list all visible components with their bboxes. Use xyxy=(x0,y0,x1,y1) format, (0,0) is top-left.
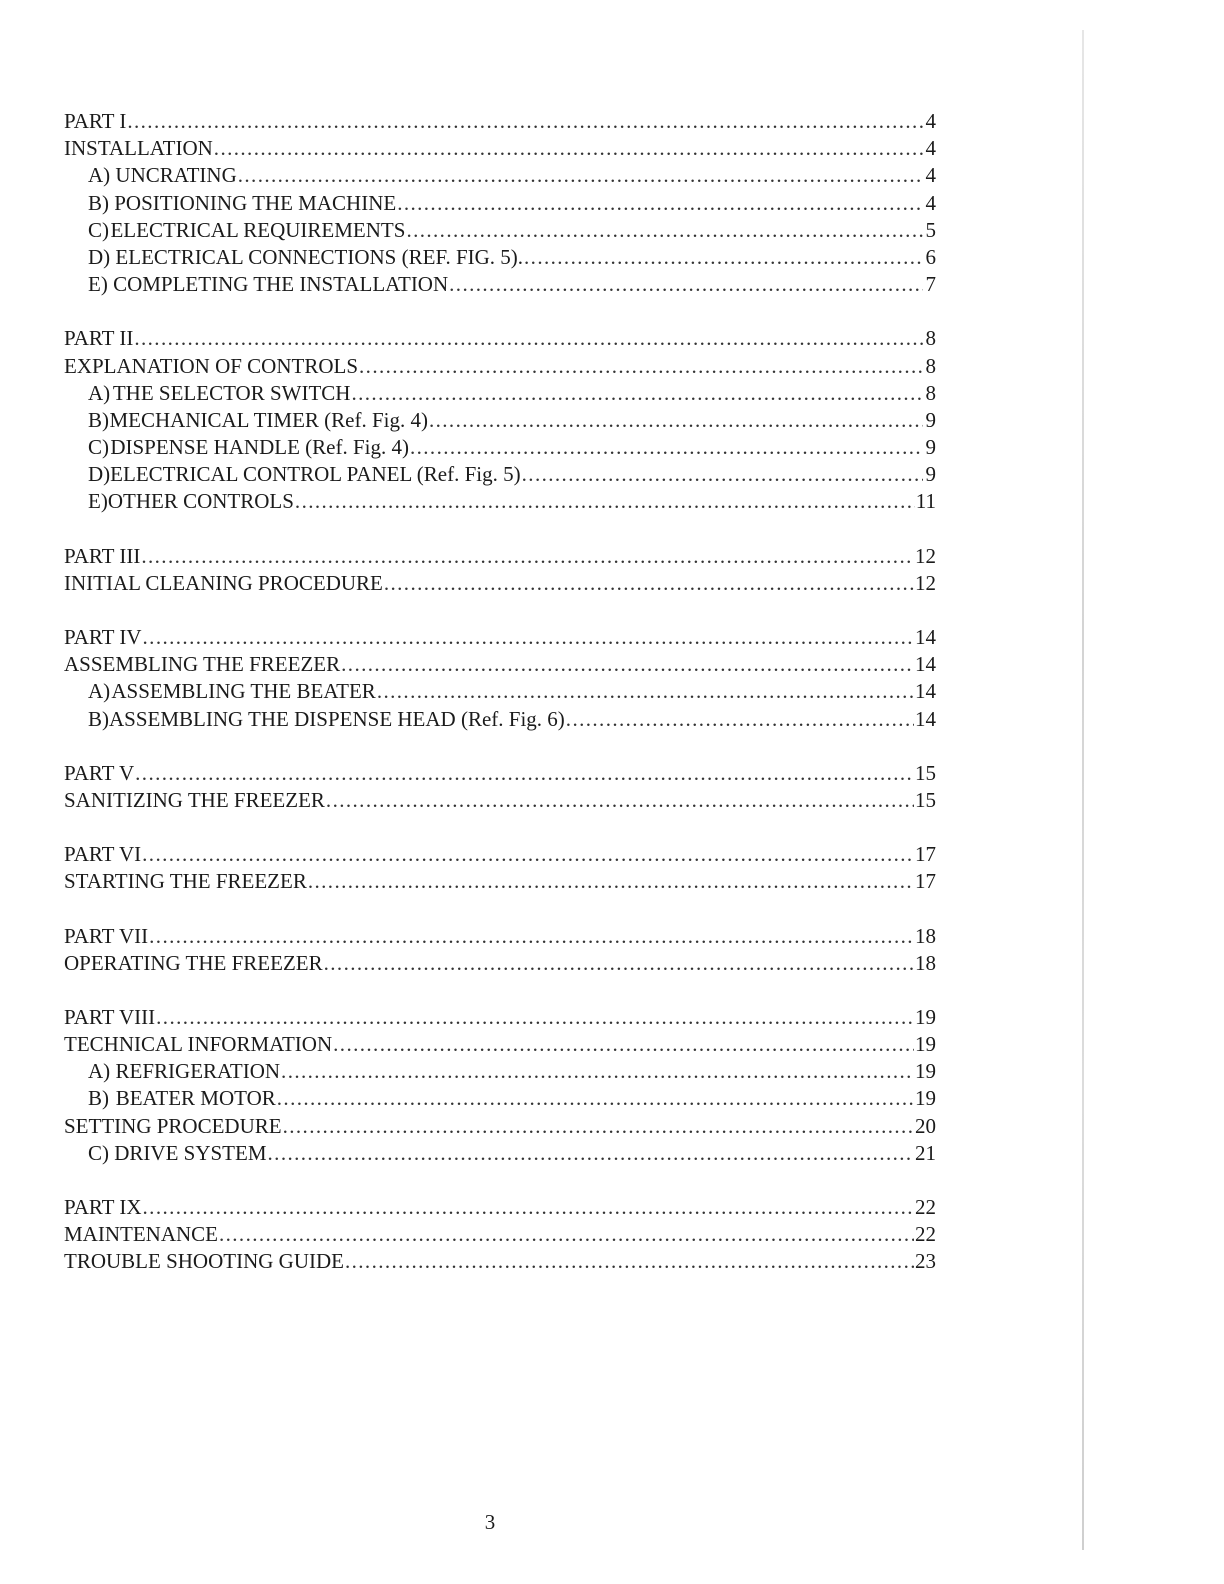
toc-entry-title: PART II xyxy=(64,326,134,351)
toc-entry xyxy=(64,950,936,977)
toc-section xyxy=(64,1194,936,1276)
toc-entry xyxy=(64,543,936,570)
toc-entry xyxy=(64,135,936,162)
dot-leader xyxy=(283,1113,914,1140)
toc-entry-title: PART VIII xyxy=(64,1004,156,1029)
toc-entry-marker: C) xyxy=(88,217,109,242)
toc-entry xyxy=(64,407,936,434)
toc-entry-marker: B) xyxy=(88,706,109,731)
dot-leader xyxy=(277,1085,914,1112)
dot-leader xyxy=(142,841,914,868)
toc-entry-page: 19 xyxy=(915,1004,936,1029)
toc-entry-title: REFRIGERATION xyxy=(115,1059,281,1084)
toc-entry xyxy=(64,570,936,597)
toc-section xyxy=(64,543,936,597)
toc-entry xyxy=(64,706,936,733)
toc-entry xyxy=(64,1058,936,1085)
toc-entry-page: 4 xyxy=(925,136,936,161)
toc-entry xyxy=(64,1248,936,1275)
dot-leader xyxy=(295,488,915,515)
toc-entry-title: OPERATING THE FREEZER xyxy=(64,950,323,975)
page-number: 3 xyxy=(484,1510,496,1534)
toc-entry-page: 12 xyxy=(915,570,936,595)
toc-entry xyxy=(64,760,936,787)
toc-entry-page: 4 xyxy=(925,163,936,188)
dot-leader xyxy=(522,461,923,488)
toc-entry-title: PART I xyxy=(64,109,127,133)
toc-section xyxy=(64,923,936,977)
toc-entry-page: 19 xyxy=(915,1032,936,1057)
toc-entry-title: C) DRIVE SYSTEM xyxy=(88,1140,267,1165)
toc-entry xyxy=(64,841,936,868)
dot-leader xyxy=(324,950,914,977)
toc-section-entries xyxy=(64,841,936,895)
dot-leader xyxy=(326,787,914,814)
toc-entry xyxy=(64,651,936,678)
dot-leader xyxy=(134,325,923,352)
toc-entry-page: 22 xyxy=(915,1195,936,1219)
dot-leader xyxy=(377,678,914,705)
toc-entry-title: STARTING THE FREEZER xyxy=(64,869,307,894)
toc-entry-page: 19 xyxy=(915,1086,936,1111)
toc-entry-title: PART VII xyxy=(64,923,149,948)
dot-leader xyxy=(524,244,923,271)
toc-entry xyxy=(64,923,936,950)
dot-leader xyxy=(566,706,914,733)
dot-leader xyxy=(281,1058,914,1085)
toc-entry-title: DISPENSE HANDLE (Ref. Fig. 4) xyxy=(110,435,409,460)
toc-entry xyxy=(64,1004,936,1031)
toc-section xyxy=(64,1004,936,1167)
toc-entry-page: 21 xyxy=(915,1140,936,1165)
toc-entry-page: 19 xyxy=(915,1059,936,1084)
toc-entry xyxy=(64,217,936,244)
toc-entry-title: SETTING PROCEDURE xyxy=(64,1113,282,1138)
toc-entry-title: PART IV xyxy=(64,625,142,649)
toc-entry-page: 18 xyxy=(915,950,936,975)
toc-entry xyxy=(64,1031,936,1058)
dot-leader xyxy=(149,923,914,950)
toc-entry-title: ASSEMBLING THE DISPENSE HEAD (Ref. Fig. 6) xyxy=(109,706,565,731)
toc-entry-title: INSTALLATION xyxy=(64,136,213,161)
toc-entry-page: 7 xyxy=(925,272,936,297)
dot-leader xyxy=(333,1031,914,1058)
toc-section-entries xyxy=(64,760,936,814)
toc-entry-title: PART III xyxy=(64,543,141,568)
toc-entry-marker: E) xyxy=(88,489,108,514)
dot-leader xyxy=(351,380,923,407)
dot-leader xyxy=(219,1221,914,1248)
toc-entry xyxy=(64,244,936,271)
toc-entry-title: PART IX xyxy=(64,1195,142,1219)
toc-entry-marker: B) xyxy=(88,1086,109,1111)
toc-entry-title: TROUBLE SHOOTING GUIDE xyxy=(64,1249,344,1274)
dot-leader xyxy=(384,570,914,597)
toc-entry-page: 18 xyxy=(915,923,936,948)
toc-entry-title: PART V xyxy=(64,760,135,785)
toc-entry-page: 4 xyxy=(925,190,936,215)
toc-entry-page: 4 xyxy=(925,109,936,133)
dot-leader xyxy=(429,407,923,434)
toc-entry-marker: B) xyxy=(88,407,109,432)
toc-entry xyxy=(64,1221,936,1248)
toc-entry-page: 9 xyxy=(925,462,936,487)
toc-entry xyxy=(64,325,936,352)
dot-leader xyxy=(238,162,923,189)
table-of-contents xyxy=(64,108,936,1303)
toc-entry-page: 8 xyxy=(925,353,936,378)
toc-entry-marker: A) xyxy=(88,679,111,704)
toc-entry-title: PART VI xyxy=(64,842,142,867)
toc-entry-page: 14 xyxy=(915,625,936,649)
dot-leader xyxy=(135,760,914,787)
toc-entry-page: 9 xyxy=(925,435,936,460)
toc-entry-page: 14 xyxy=(915,706,936,731)
toc-entry-title: ASSEMBLING THE FREEZER xyxy=(64,652,341,677)
toc-entry-page: 14 xyxy=(915,679,936,704)
toc-entry xyxy=(64,353,936,380)
dot-leader xyxy=(141,543,914,570)
toc-entry xyxy=(64,678,936,705)
dot-leader xyxy=(127,108,923,135)
toc-entry-title: TECHNICAL INFORMATION xyxy=(64,1032,333,1057)
toc-entry-title: MECHANICAL TIMER (Ref. Fig. 4) xyxy=(109,407,428,432)
toc-entry-marker: D) xyxy=(88,462,111,487)
toc-entry-title: THE SELECTOR SWITCH xyxy=(112,380,351,405)
toc-entry xyxy=(64,434,936,461)
toc-section-entries xyxy=(64,325,936,515)
toc-entry-title: BEATER MOTOR xyxy=(115,1086,276,1111)
toc-entry-title: A) UNCRATING xyxy=(88,163,237,188)
toc-entry-title: E) COMPLETING THE INSTALLATION xyxy=(88,272,449,297)
toc-section xyxy=(64,841,936,895)
toc-entry-page: 15 xyxy=(915,787,936,812)
toc-entry-page: 5 xyxy=(925,217,936,242)
toc-entry-page: 17 xyxy=(915,869,936,894)
toc-section-entries xyxy=(64,543,936,597)
toc-section-entries xyxy=(64,923,936,977)
dot-leader xyxy=(308,868,914,895)
dot-leader xyxy=(156,1004,914,1031)
toc-entry-page: 23 xyxy=(915,1249,936,1274)
toc-section xyxy=(64,108,936,298)
dot-leader xyxy=(410,434,923,461)
toc-section-entries xyxy=(64,1194,936,1276)
toc-entry-title: OTHER CONTROLS xyxy=(107,489,294,514)
toc-entry-title: INITIAL CLEANING PROCEDURE xyxy=(64,570,383,595)
toc-entry-page: 15 xyxy=(915,760,936,785)
dot-leader xyxy=(143,1194,914,1221)
toc-section xyxy=(64,624,936,733)
toc-entry-page: 22 xyxy=(915,1222,936,1247)
toc-entry xyxy=(64,380,936,407)
scan-page-edge xyxy=(1082,30,1084,1550)
toc-entry xyxy=(64,1113,936,1140)
toc-entry xyxy=(64,868,936,895)
toc-entry xyxy=(64,1085,936,1112)
toc-entry-title: EXPLANATION OF CONTROLS xyxy=(64,353,359,378)
toc-entry xyxy=(64,1194,936,1221)
toc-entry xyxy=(64,787,936,814)
toc-entry-page: 8 xyxy=(925,326,936,351)
dot-leader xyxy=(341,651,914,678)
toc-section xyxy=(64,760,936,814)
toc-entry xyxy=(64,488,936,515)
toc-entry xyxy=(64,108,936,135)
dot-leader xyxy=(345,1248,914,1275)
dot-leader xyxy=(359,353,923,380)
toc-entry-page: 6 xyxy=(925,244,936,269)
toc-entry-marker: A) xyxy=(88,1059,111,1084)
dot-leader xyxy=(268,1140,914,1167)
toc-entry-page: 17 xyxy=(915,842,936,867)
toc-section xyxy=(64,325,936,515)
toc-entry-marker: A) xyxy=(88,380,111,405)
toc-entry-page: 9 xyxy=(925,407,936,432)
toc-entry-page: 8 xyxy=(925,380,936,405)
toc-entry-title: SANITIZING THE FREEZER xyxy=(64,787,325,812)
toc-section-entries xyxy=(64,624,936,733)
toc-entry-title: D) ELECTRICAL CONNECTIONS (REF. FIG. 5). xyxy=(88,244,524,269)
toc-entry-title: ASSEMBLING THE BEATER xyxy=(111,679,376,704)
toc-entry xyxy=(64,1140,936,1167)
toc-entry xyxy=(64,271,936,298)
toc-entry-page: 20 xyxy=(915,1113,936,1138)
toc-entry-title: ELECTRICAL CONTROL PANEL (Ref. Fig. 5) xyxy=(110,462,521,487)
toc-entry xyxy=(64,162,936,189)
toc-entry xyxy=(64,190,936,217)
toc-entry-page: 14 xyxy=(915,652,936,677)
toc-entry xyxy=(64,624,936,651)
toc-entry xyxy=(64,461,936,488)
toc-section-entries xyxy=(64,108,936,298)
dot-leader xyxy=(449,271,923,298)
toc-section-entries xyxy=(64,1004,936,1167)
toc-entry-marker: C) xyxy=(88,435,109,460)
dot-leader xyxy=(143,624,914,651)
dot-leader xyxy=(406,217,923,244)
toc-entry-title: MAINTENANCE xyxy=(64,1222,218,1247)
toc-entry-page: 11 xyxy=(915,489,936,514)
dot-leader xyxy=(214,135,923,162)
toc-entry-title: ELECTRICAL REQUIREMENTS xyxy=(110,217,406,242)
toc-entry-page: 12 xyxy=(915,543,936,568)
dot-leader xyxy=(397,190,923,217)
toc-entry-title: B) POSITIONING THE MACHINE xyxy=(88,190,397,215)
